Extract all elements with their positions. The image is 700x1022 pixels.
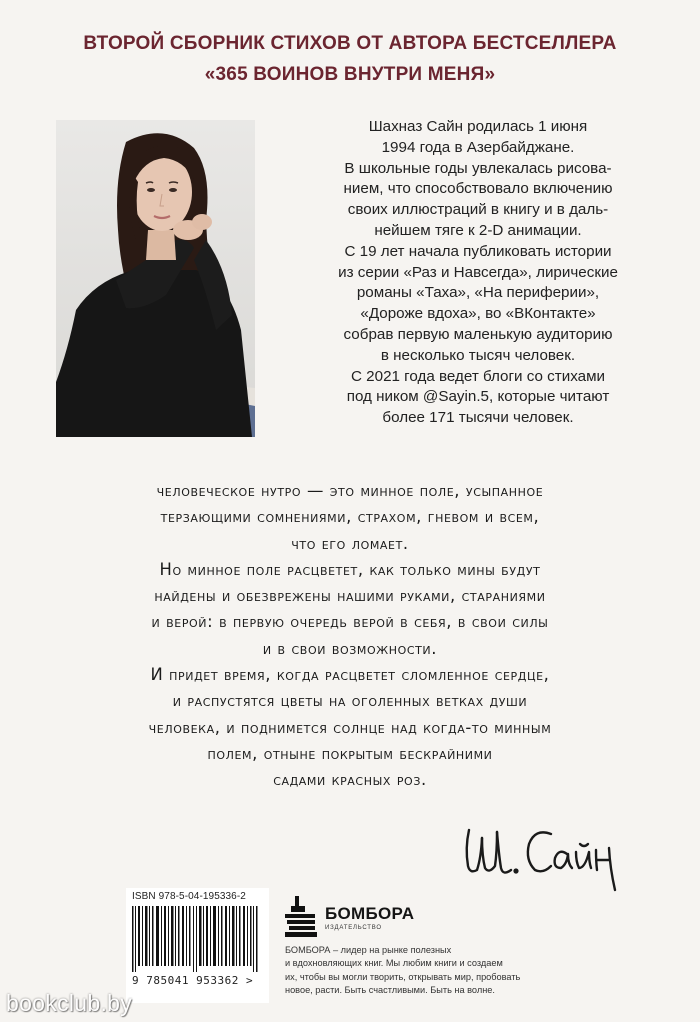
bio-line: С 19 лет начала публиковать истории: [344, 242, 612, 260]
publisher-description: [285, 944, 545, 997]
signature-drawing: [455, 808, 630, 898]
bio-line: собрав первую маленькую аудиторию: [343, 325, 613, 343]
bio-line: 1994 года в Азербайджане.: [381, 138, 575, 156]
quote-line: садами красных роз.: [273, 770, 427, 790]
quote-line: человека, и поднимется солнце над когда-то минным: [148, 717, 552, 737]
author-bio: [284, 117, 672, 429]
headline-line-1: ВТОРОЙ СБОРНИК СТИХОВ ОТ АВТОРА БЕСТСЕЛЛЕРА: [83, 33, 617, 54]
bombora-logo-icon: [285, 896, 321, 940]
quote-line: человеческое нутро — это минное поле, усыпанное: [156, 481, 544, 500]
watermark: bookclub.by: [6, 990, 133, 1016]
quote-line: найдены и обезврежены нашими руками, стараниями: [154, 586, 546, 606]
barcode-block: [126, 888, 269, 1003]
publisher-description-line: их, чтобы вы могли творить, открывать мир, пробовать: [285, 971, 521, 982]
author-photo: [56, 120, 255, 437]
bio-line: более 171 тысячи человек.: [382, 409, 574, 427]
publisher-subtitle: ИЗДАТЕЛЬСТВО: [325, 925, 382, 931]
bio-line: нейшем тяге к 2-D анимации.: [374, 221, 582, 239]
bio-line: Шахназ Сайн родилась 1 июня: [368, 118, 588, 135]
isbn-number: ISBN 978-5-04-195336-2: [132, 891, 246, 902]
bio-line: нием, что способствовало включению: [343, 180, 613, 198]
bio-line: в несколько тысяч человек.: [380, 346, 576, 364]
quote: [30, 478, 670, 794]
quote-line: что его ломает.: [291, 533, 409, 553]
quote-line: Но минное поле расцветет, как только мины будут: [159, 559, 541, 579]
publisher-description-line: новое, расти. Быть счастливыми. Быть на волне.: [285, 984, 495, 995]
author-signature: [455, 808, 630, 898]
bio-line: романы «Таха», «На периферии»,: [356, 284, 600, 302]
quote-line: И придет время, когда расцветет сломленное сердце,: [150, 665, 550, 685]
bio-line: С 2021 года ведет блоги со стихами: [350, 367, 606, 385]
quote-line: и верой: в первую очередь верой в себя, в свои силы: [151, 612, 549, 632]
bio-line: В школьные годы увлекалась рисова-: [344, 159, 612, 177]
quote-line: терзающими сомнениями, страхом, гневом и всем,: [160, 507, 540, 527]
bio-line: «Дороже вдоха», во «ВКонтакте»: [360, 305, 596, 323]
publisher-name: БОМБОРА: [325, 904, 415, 923]
quote-line: и в свои возможности.: [262, 638, 438, 658]
barcode-digits: 9 785041 953362 >: [132, 974, 254, 987]
quote-line: полем, отныне покрытым бескрайними: [207, 743, 493, 763]
publisher-description-line: и вдохновляющих книг. Мы любим книги и создаем: [285, 958, 503, 969]
author-photo-illustration: [56, 120, 255, 437]
bio-line: своих иллюстраций в книгу и в даль-: [347, 201, 609, 219]
publisher-description-line: БОМБОРА – лидер на рынке полезных: [285, 945, 452, 955]
bio-line: из серии «Раз и Навсегда», лирические: [338, 263, 618, 281]
headline-line-2: «365 ВОИНОВ ВНУТРИ МЕНЯ»: [204, 64, 496, 85]
quote-line: и распустятся цветы на оголенных ветках души: [172, 691, 528, 711]
headline: [0, 28, 700, 90]
bio-line: под ником @Sayin.5, которые читают: [346, 388, 610, 406]
barcode-icon: [132, 906, 263, 972]
